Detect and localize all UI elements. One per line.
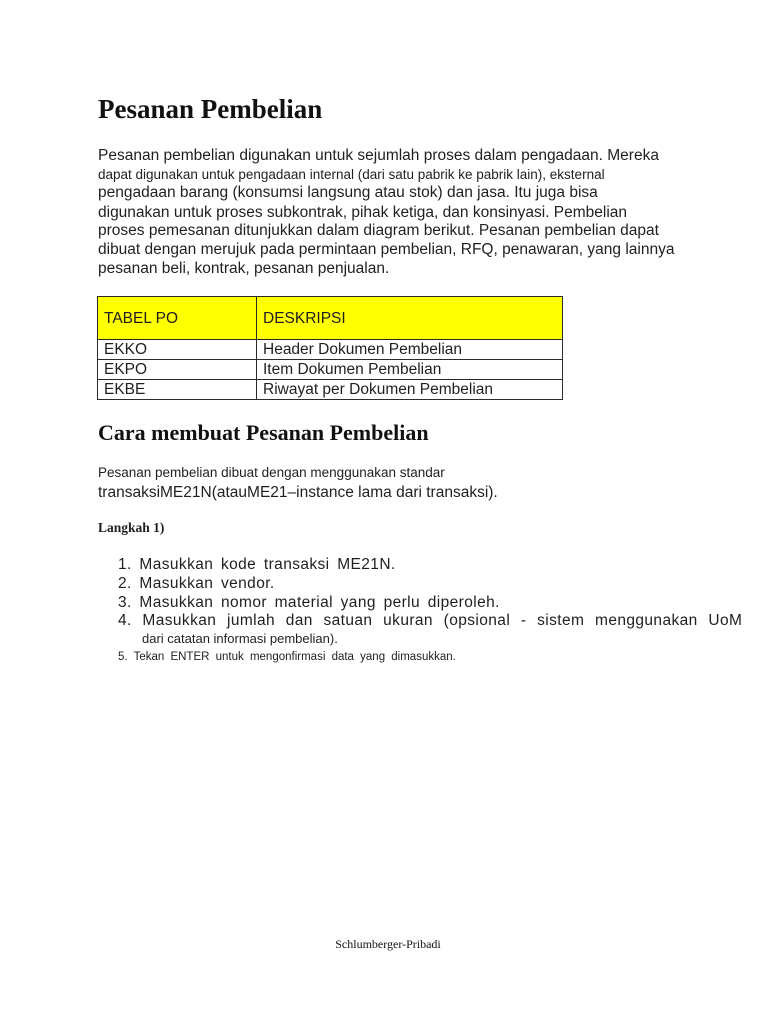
intro-line: digunakan untuk proses subkontrak, pihak ketiga, dan konsinyasi. Pembelian bbox=[98, 204, 628, 221]
section-heading: Cara membuat Pesanan Pembelian bbox=[98, 420, 429, 445]
table-row bbox=[98, 380, 563, 400]
list-item: 1. Masukkan kode transaksi ME21N. bbox=[118, 556, 396, 573]
table-header-row bbox=[98, 297, 563, 340]
step-title: Langkah 1) bbox=[98, 520, 165, 535]
table-header-cell: TABEL PO bbox=[98, 297, 257, 340]
table-header-cell: DESKRIPSI bbox=[257, 297, 563, 340]
list-item: 5. Tekan ENTER untuk mengonfirmasi data yang dimasukkan. bbox=[118, 651, 456, 663]
table-cell: Header Dokumen Pembelian bbox=[257, 340, 563, 360]
table-cell: EKPO bbox=[98, 360, 257, 380]
intro-line: proses pemesanan ditunjukkan dalam diagram berikut. Pesanan pembelian dapat bbox=[98, 222, 659, 239]
intro-line: dibuat dengan merujuk pada permintaan pembelian, RFQ, penawaran, yang lainnya bbox=[98, 241, 675, 258]
intro-line: pesanan beli, kontrak, pesanan penjualan. bbox=[98, 260, 390, 277]
page-footer: Schlumberger-Pribadi bbox=[335, 937, 441, 951]
table-cell: Item Dokumen Pembelian bbox=[257, 360, 563, 380]
intro-line: dapat digunakan untuk pengadaan internal (dari satu pabrik ke pabrik lain), eksternal bbox=[98, 167, 605, 182]
po-table bbox=[97, 296, 563, 400]
intro-line: Pesanan pembelian digunakan untuk sejumlah proses dalam pengadaan. Mereka bbox=[98, 147, 659, 164]
table-row bbox=[98, 360, 563, 380]
page-title: Pesanan Pembelian bbox=[98, 94, 323, 124]
list-item: 4. Masukkan jumlah dan satuan ukuran (opsional - sistem menggunakan UoM bbox=[118, 612, 743, 629]
table-cell: Riwayat per Dokumen Pembelian bbox=[257, 380, 563, 400]
list-item: 2. Masukkan vendor. bbox=[118, 575, 275, 592]
section-line: Pesanan pembelian dibuat dengan menggunakan standar bbox=[98, 465, 445, 480]
table-cell: EKBE bbox=[98, 380, 257, 400]
list-item: 3. Masukkan nomor material yang perlu diperoleh. bbox=[118, 594, 500, 611]
section-line: transaksiME21N(atauME21–instance lama dari transaksi). bbox=[98, 484, 498, 501]
table-row bbox=[98, 340, 563, 360]
table-cell: EKKO bbox=[98, 340, 257, 360]
list-item-continuation: dari catatan informasi pembelian). bbox=[142, 631, 338, 646]
intro-line: pengadaan barang (konsumsi langsung atau stok) dan jasa. Itu juga bisa bbox=[98, 184, 598, 201]
